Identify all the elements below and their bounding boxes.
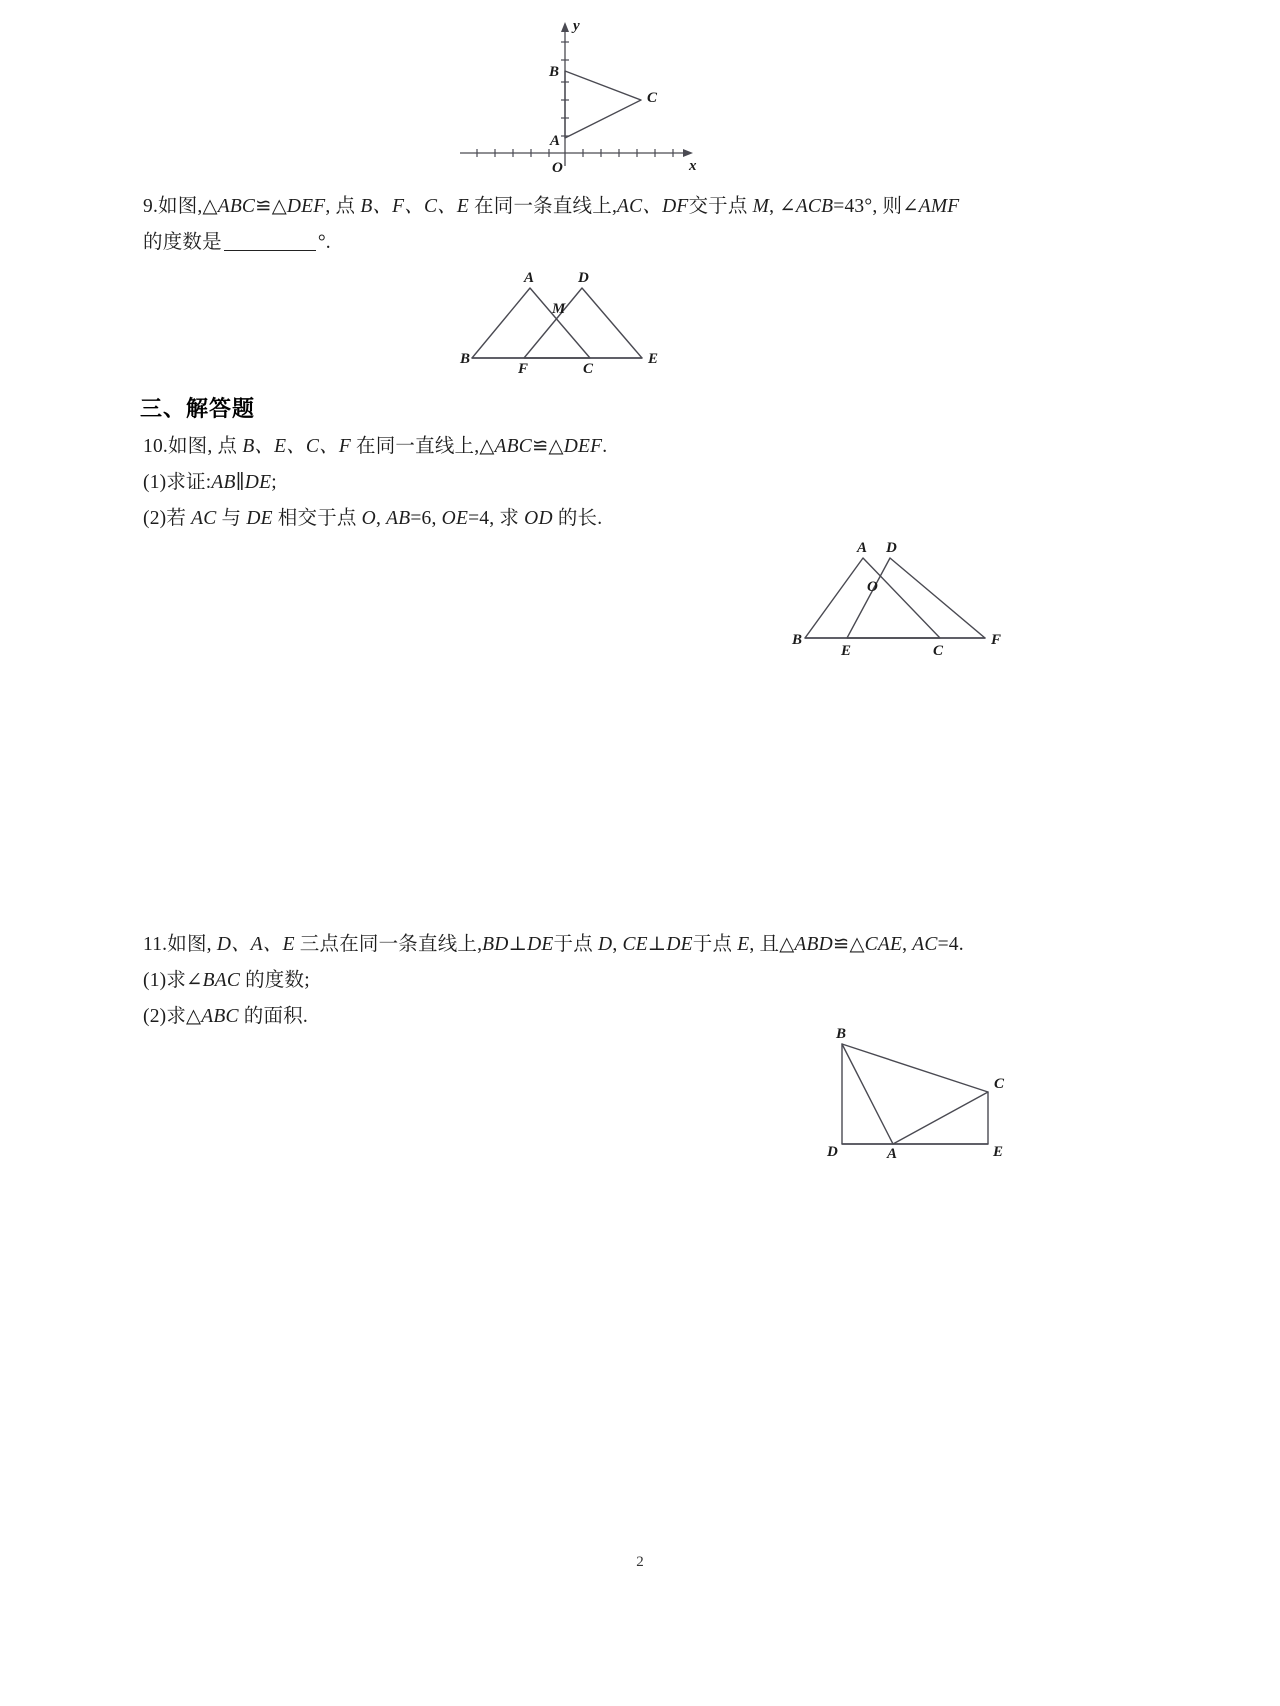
- point-label-d: D: [578, 270, 589, 286]
- q10-sub2-mid3: ,: [375, 508, 387, 529]
- q11-sub1-post: 的度数;: [240, 970, 310, 991]
- q9-mid4: , ∠: [769, 196, 796, 217]
- q10-seg-ab: AB: [386, 508, 411, 529]
- q10-tail: .: [602, 436, 608, 457]
- q9-mid2: 在同一条直线上,: [468, 196, 618, 217]
- perpendicular-icon-2: ⊥: [647, 934, 667, 955]
- q10-sub2-label: (2): [143, 508, 167, 529]
- outline-dbce: [842, 1044, 988, 1144]
- point-label-o: O: [867, 579, 878, 595]
- q9-points: B、F、C、E: [360, 196, 469, 217]
- q10-ab-value: =6,: [410, 508, 437, 529]
- q10-sub1-pre: 求证:: [166, 472, 212, 493]
- origin-label: O: [552, 160, 563, 176]
- point-label-c: C: [647, 90, 658, 106]
- q11-mid3: ,: [612, 934, 623, 955]
- q11-sub2-label: (2): [143, 1006, 167, 1027]
- q10-points: B、E、C、F: [242, 436, 351, 457]
- point-label-b: B: [549, 64, 560, 80]
- q9-angle-amf: AMF: [918, 196, 960, 217]
- q9-point-m: M: [752, 196, 770, 217]
- q9-cong-sym: ≌: [255, 196, 272, 217]
- q11-lead: 11.如图,: [143, 934, 217, 955]
- q11-ac-value: =4.: [937, 934, 964, 955]
- point-label-c: C: [583, 361, 594, 377]
- q9-line2-post: °.: [317, 232, 331, 253]
- q10-point-o: O: [361, 508, 376, 529]
- q11-sub2-pre: 求△: [166, 1006, 202, 1027]
- q11-sub1-expr: BAC: [202, 970, 241, 991]
- degree-icon: °: [864, 196, 873, 217]
- x-axis-label: x: [689, 158, 697, 174]
- q9-line2-pre: 的度数是: [143, 232, 222, 253]
- q9-cong-left: △ABC: [202, 196, 256, 217]
- figure-q9-congruent-triangles: [462, 268, 702, 378]
- point-label-e: E: [841, 643, 852, 659]
- figure-q10-overlapping-triangles: [792, 538, 1020, 659]
- y-axis-arrow: [561, 22, 569, 32]
- y-axis-label: y: [573, 18, 580, 34]
- q11-mid4: 于点: [692, 934, 738, 955]
- q10-sub2-pre: 若: [166, 508, 192, 529]
- question-10-sub-2: [143, 502, 602, 536]
- q9-cong-right: △DEF: [271, 196, 326, 217]
- q9-angle-acb: ACB: [795, 196, 834, 217]
- question-11-sub-1: [143, 964, 310, 998]
- point-label-a: A: [524, 270, 535, 286]
- q11-sub2-post: 的面积.: [238, 1006, 308, 1027]
- triangle-def: [847, 558, 985, 638]
- page-number: 2: [636, 1554, 644, 1570]
- q11-seg-de-1: DE: [527, 934, 554, 955]
- q11-mid6: ,: [902, 934, 913, 955]
- point-label-b: B: [792, 632, 803, 648]
- question-10-line-1: [143, 430, 607, 464]
- q11-cong-right: △CAE: [849, 934, 903, 955]
- q11-seg-bd: BD: [482, 934, 509, 955]
- q9-mid1: , 点: [325, 196, 361, 217]
- q10-sub2-mid1: 与: [216, 508, 247, 529]
- q11-sub2-expr: ABC: [201, 1006, 239, 1027]
- q9-tail: , 则∠: [872, 196, 919, 217]
- q10-seg-od: OD: [524, 508, 553, 529]
- point-label-a: A: [887, 1146, 898, 1162]
- point-label-e: E: [648, 351, 659, 367]
- point-label-a: A: [857, 540, 868, 556]
- q10-mid: 在同一直线上,: [350, 436, 480, 457]
- point-label-c: C: [933, 643, 944, 659]
- q10-sub2-tail: 的长.: [552, 508, 603, 529]
- point-label-b: B: [460, 351, 471, 367]
- segment-ba: [842, 1044, 893, 1144]
- answer-blank[interactable]: [224, 250, 316, 251]
- point-label-d: D: [827, 1144, 838, 1160]
- q11-cong-sym: ≌: [832, 934, 850, 955]
- point-label-b: B: [836, 1026, 847, 1042]
- q10-lead: 10.如图, 点: [143, 436, 243, 457]
- point-label-e: E: [993, 1144, 1004, 1160]
- point-label-f: F: [991, 632, 1002, 648]
- perpendicular-icon-1: ⊥: [508, 934, 528, 955]
- q11-seg-ac: AC: [912, 934, 938, 955]
- q11-sub1-pre: 求∠: [166, 970, 203, 991]
- triangle-def: [524, 288, 642, 358]
- question-11-sub-2: [143, 1000, 308, 1034]
- figure-q11-right-triangles: [827, 1026, 1023, 1162]
- q11-mid1: 三点在同一条直线上,: [294, 934, 483, 955]
- q11-seg-de-2: DE: [666, 934, 693, 955]
- q10-cong-sym: ≌: [531, 436, 549, 457]
- q10-seg-de: DE: [246, 508, 273, 529]
- question-11-line-1: [143, 928, 964, 962]
- q9-angle-value: =43: [833, 196, 865, 217]
- question-9-line-1: [143, 190, 959, 224]
- question-10-sub-1: [143, 466, 277, 500]
- triangle-abc: [565, 71, 641, 138]
- q10-cong-left: △ABC: [479, 436, 532, 457]
- point-label-f: F: [518, 361, 529, 377]
- q11-point-e: E: [737, 934, 750, 955]
- figure-q8-coordinate-plane: [455, 14, 705, 179]
- q10-sub1-expr: AB∥DE: [211, 472, 272, 493]
- q10-sub2-mid4: 求: [494, 508, 525, 529]
- point-label-d: D: [886, 540, 897, 556]
- point-label-m: M: [552, 301, 566, 317]
- point-label-c: C: [994, 1076, 1005, 1092]
- q10-sub2-mid2: 相交于点: [272, 508, 362, 529]
- x-axis-arrow: [683, 149, 693, 157]
- q11-sub1-label: (1): [143, 970, 167, 991]
- q10-sub1-post: ;: [271, 472, 277, 493]
- q11-mid2: 于点: [553, 934, 599, 955]
- q10-oe-value: =4,: [468, 508, 495, 529]
- q10-sub1-label: (1): [143, 472, 167, 493]
- question-9-line-2: [143, 226, 331, 260]
- q10-seg-oe: OE: [441, 508, 469, 529]
- section-heading-jieda: 三、解答题: [140, 397, 256, 422]
- segment-ac: [893, 1092, 988, 1144]
- q10-cong-right: △DEF: [548, 436, 603, 457]
- q11-mid5: , 且: [749, 934, 780, 955]
- q9-lines: AC、DF: [617, 196, 689, 217]
- q11-seg-ce: CE: [622, 934, 648, 955]
- q11-point-d: D: [598, 934, 613, 955]
- triangle-abc: [805, 558, 940, 638]
- point-label-a: A: [550, 133, 561, 149]
- q11-cong-left: △ABD: [779, 934, 833, 955]
- triangle-abc: [472, 288, 590, 358]
- q9-mid3: 交于点: [688, 196, 753, 217]
- q10-seg-ac: AC: [191, 508, 217, 529]
- q9-lead: 9.如图,: [143, 196, 203, 217]
- q11-points: D、A、E: [216, 934, 295, 955]
